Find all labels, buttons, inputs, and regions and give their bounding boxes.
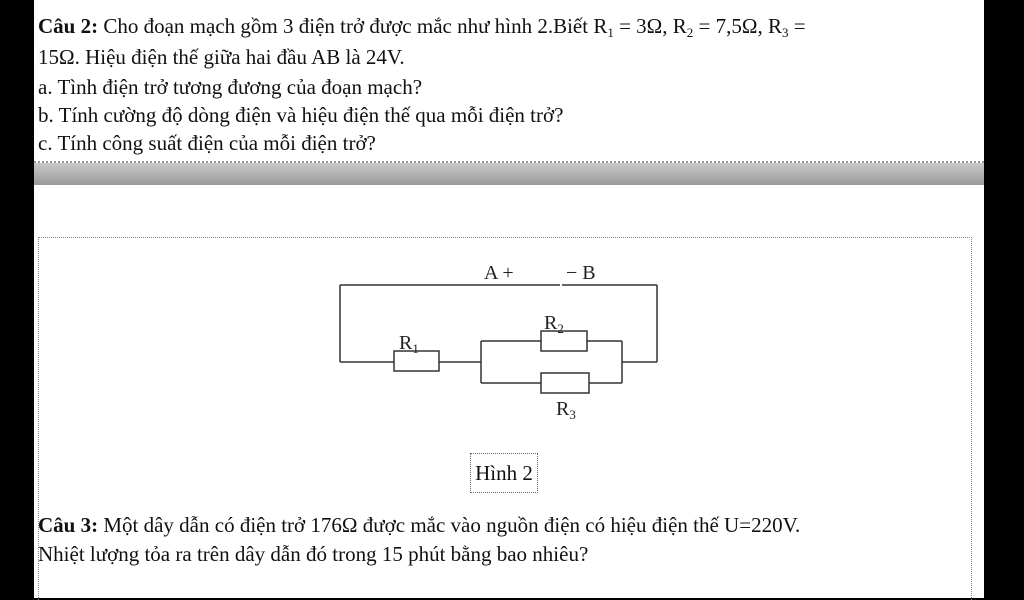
- resistor-r2: [541, 331, 587, 351]
- question-2-line-1: Câu 2: Cho đoạn mạch gồm 3 điện trở được mắc như hình 2.Biết $R_1 = 3\Omega$, $R_2 = 7,5\Omega$, $R_3$ =: [38, 14, 806, 40]
- circuit-diagram: [334, 253, 674, 443]
- question-2-part-a: a. Tình điện trở tương đương của đoạn mạch?: [38, 75, 423, 99]
- question-2-line-2: 15Ω. Hiệu điện thế giữa hai đầu AB là 24V.: [38, 45, 405, 69]
- label-b-minus: − B: [566, 262, 596, 284]
- question-3-line-1: Câu 3: Một dây dẫn có điện trở 176Ω được mắc vào nguồn điện có hiệu điện thế U=220V.: [38, 513, 801, 537]
- question-3-label: Câu 3:: [38, 513, 99, 537]
- document-page-2: [34, 185, 984, 598]
- document-page-1: [34, 0, 984, 163]
- page-gap: [34, 163, 984, 185]
- label-r3: $R_3$: [556, 398, 576, 422]
- label-a-plus: A +: [484, 262, 514, 284]
- question-2-part-c: c. Tính công suất điện của mỗi điện trở?: [38, 131, 376, 155]
- figure-caption: Hình 2: [470, 453, 538, 493]
- label-r1: $R_1$: [399, 332, 419, 356]
- question-2-label: Câu 2:: [38, 14, 99, 38]
- label-r2: $R_2$: [544, 312, 564, 336]
- question-3-line-2: Nhiệt lượng tỏa ra trên dây dẫn đó trong 15 phút bằng bao nhiêu?: [38, 542, 589, 566]
- resistor-r3: [541, 373, 589, 393]
- question-2-part-b: b. Tính cường độ dòng điện và hiệu điện thế qua mỗi điện trở?: [38, 103, 564, 127]
